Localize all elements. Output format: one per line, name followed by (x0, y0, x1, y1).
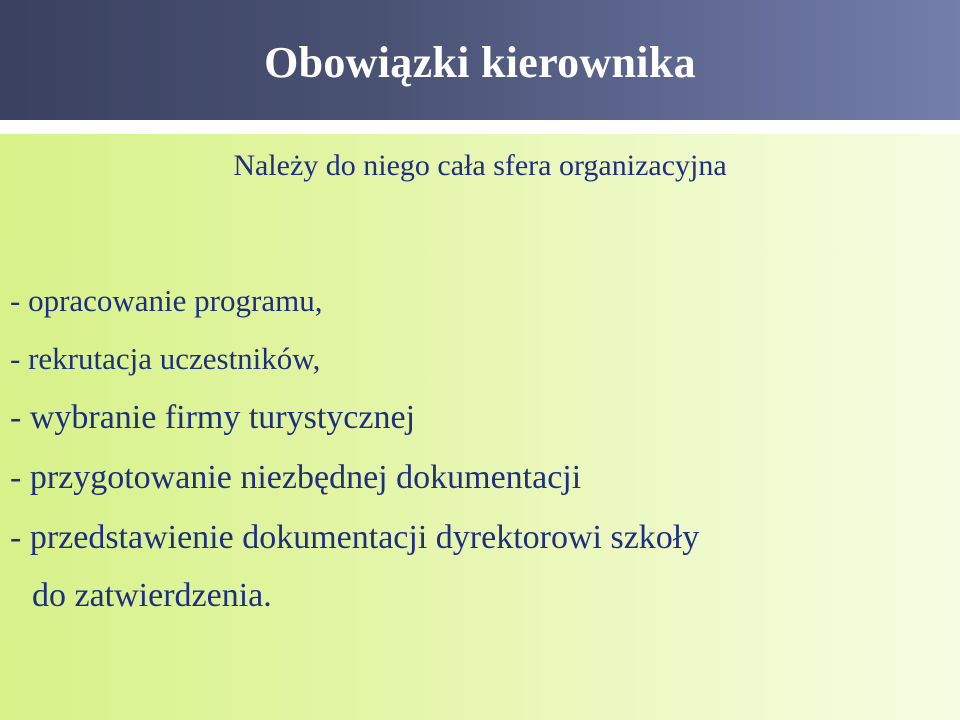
bullet-item: - przygotowanie niezbędnej dokumentacji (10, 459, 582, 496)
bullet-item: - opracowanie programu, (10, 283, 323, 318)
bullet-continuation: do zatwierdzenia. (32, 577, 272, 614)
header-divider (0, 120, 960, 134)
slide-subtitle: Należy do niego cała sfera organizacyjna (233, 149, 727, 182)
bullet-item: - przedstawienie dokumentacji dyrektorowi szkoły (10, 519, 700, 556)
slide-title: Obowiązki kierownika (264, 38, 696, 87)
bullet-item: - wybranie firmy turystycznej (10, 399, 416, 436)
bullet-list (10, 272, 950, 624)
bullet-item: - rekrutacja uczestników, (10, 341, 321, 376)
